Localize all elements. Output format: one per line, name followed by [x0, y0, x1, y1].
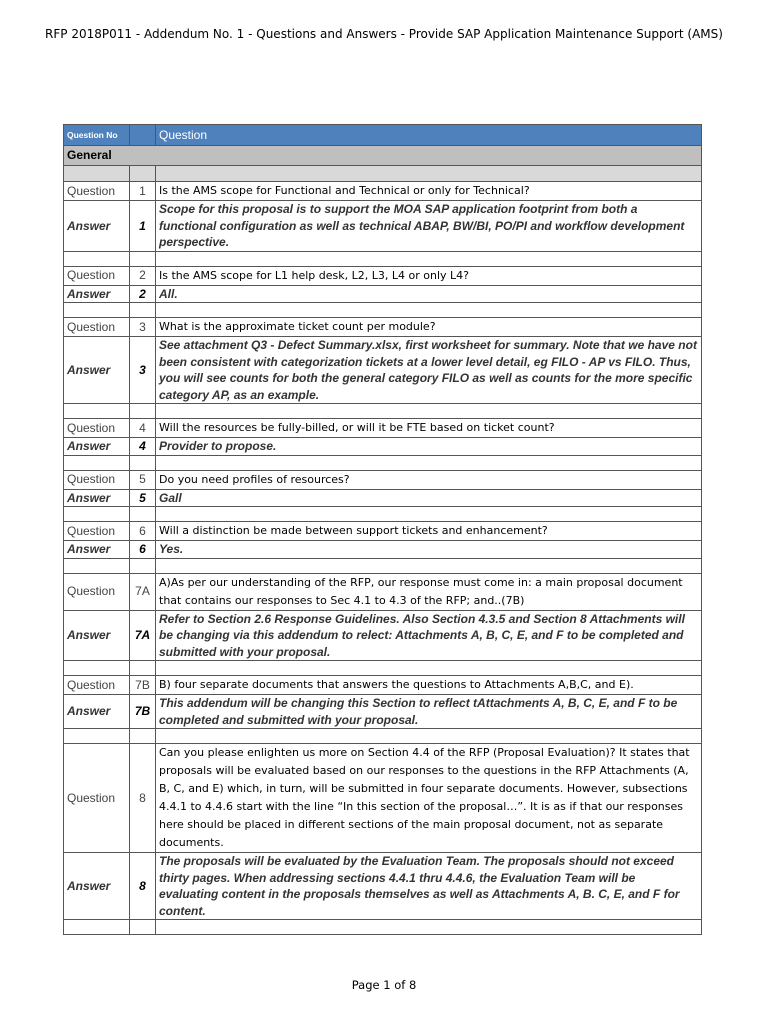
answer-number: 1: [130, 201, 156, 252]
question-number: 7A: [130, 573, 156, 610]
question-text: A)As per our understanding of the RFP, our response must come in: a main proposal document that contains our responses to Sec 4.1 to 4.3 of the RFP; and..(7B): [156, 573, 702, 610]
question-text: Is the AMS scope for Functional and Technical or only for Technical?: [156, 182, 702, 201]
qa-table: [63, 124, 702, 935]
section-row: [64, 146, 702, 166]
answer-row: [64, 201, 702, 252]
answer-text: Refer to Section 2.6 Response Guidelines. Also Section 4.3.5 and Section 8 Attachments will be changing via this addendum to relect: Attachments A, B, C, E, and F to be completed and submitted with your proposal.: [156, 610, 702, 661]
table-header-row: [64, 125, 702, 146]
question-header: Question: [156, 125, 702, 146]
section-title: General: [64, 146, 702, 166]
answer-number: 2: [130, 285, 156, 303]
question-text: B) four separate documents that answers the questions to Attachments A,B,C, and E).: [156, 676, 702, 695]
question-row: [64, 266, 702, 285]
answer-number: 6: [130, 541, 156, 559]
answer-text: The proposals will be evaluated by the Evaluation Team. The proposals should not exceed thirty pages. When addressing sections 4.4.1 thru 4.4.6, the Evaluation Team will be evaluating content in the proposals themselves as well as Attachments A, B. C, E, and F for content.: [156, 853, 702, 920]
question-row: [64, 522, 702, 541]
question-row: [64, 744, 702, 853]
question-text: Is the AMS scope for L1 help desk, L2, L3, L4 or only L4?: [156, 266, 702, 285]
answer-number: 7B: [130, 695, 156, 729]
answer-row: [64, 610, 702, 661]
question-label: Question: [64, 573, 130, 610]
question-row: [64, 676, 702, 695]
answer-row: [64, 438, 702, 456]
question-label: Question: [64, 182, 130, 201]
question-number: 6: [130, 522, 156, 541]
answer-text: Gall: [156, 489, 702, 507]
question-row: [64, 470, 702, 489]
page-number: Page 1 of 8: [351, 978, 417, 992]
question-number: 4: [130, 419, 156, 438]
answer-label: Answer: [64, 438, 130, 456]
answer-label: Answer: [64, 489, 130, 507]
answer-label: Answer: [64, 695, 130, 729]
question-label: Question: [64, 744, 130, 853]
answer-label: Answer: [64, 610, 130, 661]
answer-row: [64, 285, 702, 303]
question-row: [64, 318, 702, 337]
question-row: [64, 182, 702, 201]
answer-number: 5: [130, 489, 156, 507]
question-row: [64, 419, 702, 438]
answer-text: Provider to propose.: [156, 438, 702, 456]
question-number: 2: [130, 266, 156, 285]
answer-row: [64, 695, 702, 729]
answer-number: 4: [130, 438, 156, 456]
question-label: Question: [64, 419, 130, 438]
question-no-header: Question No: [64, 125, 130, 146]
answer-label: Answer: [64, 541, 130, 559]
answer-label: Answer: [64, 337, 130, 404]
question-number: 3: [130, 318, 156, 337]
question-number: 5: [130, 470, 156, 489]
answer-text: Scope for this proposal is to support the MOA SAP application footprint from both a functional configuration as well as technical ABAP, BW/BI, PO/PI and workflow development perspective.: [156, 201, 702, 252]
document-header: RFP 2018P011 - Addendum No. 1 - Questions and Answers - Provide SAP Application Maintenance Support (AMS): [45, 27, 723, 41]
answer-number: 7A: [130, 610, 156, 661]
question-label: Question: [64, 470, 130, 489]
answer-number: 8: [130, 853, 156, 920]
answer-label: Answer: [64, 285, 130, 303]
question-text: Do you need profiles of resources?: [156, 470, 702, 489]
answer-text: Yes.: [156, 541, 702, 559]
question-label: Question: [64, 318, 130, 337]
answer-label: Answer: [64, 853, 130, 920]
question-text: What is the approximate ticket count per module?: [156, 318, 702, 337]
answer-label: Answer: [64, 201, 130, 252]
question-number: 7B: [130, 676, 156, 695]
answer-row: [64, 541, 702, 559]
question-number: 1: [130, 182, 156, 201]
question-label: Question: [64, 266, 130, 285]
question-label: Question: [64, 676, 130, 695]
question-text: Will the resources be fully-billed, or will it be FTE based on ticket count?: [156, 419, 702, 438]
question-text: Will a distinction be made between support tickets and enhancement?: [156, 522, 702, 541]
question-label: Question: [64, 522, 130, 541]
answer-row: [64, 489, 702, 507]
question-text: Can you please enlighten us more on Section 4.4 of the RFP (Proposal Evaluation)? It states that proposals will be evaluated based on our responses to the questions in the RFP Attachments (A, B, C, and E) which, in turn, will be submitted in four separate documents. However, subsections 4.4.1 to 4.4.6 start with the line “In this section of the proposal…”. It is as if that our responses here should be placed in different sections of the main proposal document, not as separate documents.: [156, 744, 702, 853]
answer-text: All.: [156, 285, 702, 303]
answer-row: [64, 853, 702, 920]
answer-number: 3: [130, 337, 156, 404]
answer-row: [64, 337, 702, 404]
answer-text: See attachment Q3 - Defect Summary.xlsx, first worksheet for summary. Note that we have not been consistent with categorization tickets at a lower level detail, eg FILO - AP vs FILO. Thus, you will see counts for both the general category FILO as well as counts for the more specific category AP, as an example.: [156, 337, 702, 404]
question-number: 8: [130, 744, 156, 853]
answer-text: This addendum will be changing this Section to reflect tAttachments A, B, C, E, and F to be completed and submitted with your proposal.: [156, 695, 702, 729]
question-row: [64, 573, 702, 610]
